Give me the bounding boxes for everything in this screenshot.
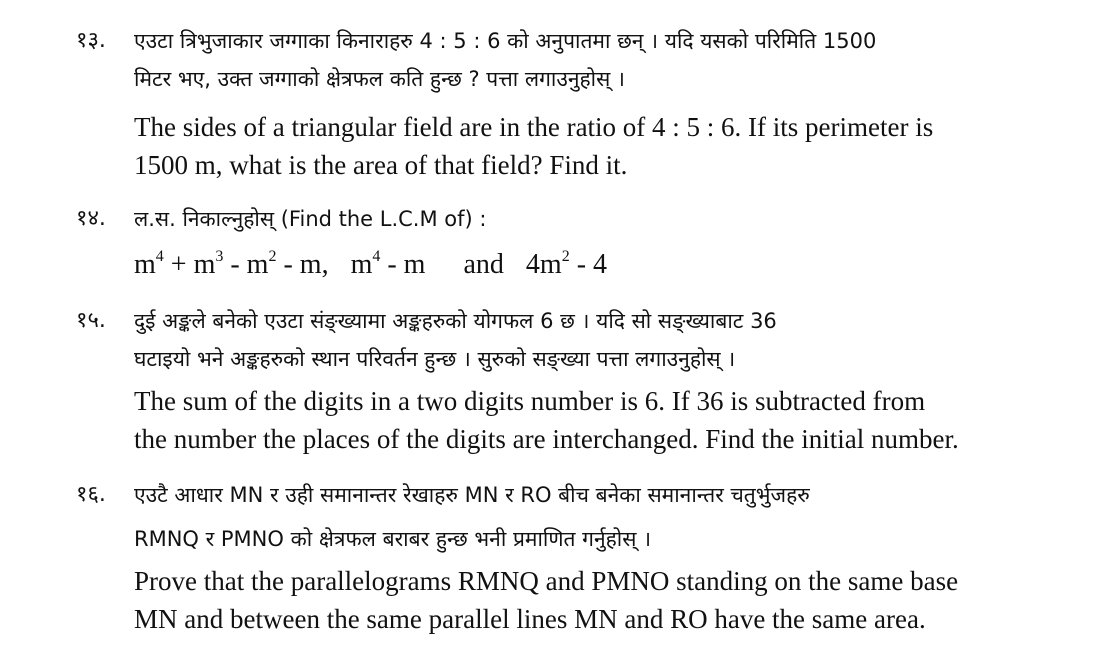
question-number: १६. <box>76 482 106 507</box>
question-number: १४. <box>76 206 106 231</box>
nepali-text-line: एउटा त्रिभुजाकार जग्गाका किनाराहरु 4 : 5 : 6 को अनुपातमा छन् । यदि यसको परिमिति 1500 <box>134 29 877 53</box>
and-word: and <box>463 249 504 280</box>
english-text-line: The sides of a triangular field are in the ratio of 4 : 5 : 6. If its perimeter is <box>134 112 934 142</box>
lcm-expressions <box>134 246 607 284</box>
english-text-line: The sum of the digits in a two digits number is 6. If 36 is subtracted from <box>134 386 926 416</box>
nepali-text-line: मिटर भए, उक्त जग्गाको क्षेत्रफल कति हुन्छ ? पत्ता लगाउनुहोस् । <box>134 67 625 91</box>
english-text-line: the number the places of the digits are interchanged. Find the initial number. <box>134 424 959 454</box>
nepali-text-line: ल.स. निकाल्नुहोस् (Find the L.C.M of) : <box>134 207 487 231</box>
expression-3: $4m^2 - 4$ <box>525 248 608 280</box>
expression-1: $m^4 + m^3 - m^2 - m$, <box>134 248 329 280</box>
nepali-text-line: दुई अङ्कले बनेको एउटा संङ्ख्यामा अङ्कहरुको योगफल 6 छ । यदि सो सङ्ख्याबाट 36 <box>134 309 777 333</box>
nepali-text-line: RMNQ र PMNO को क्षेत्रफल बराबर हुन्छ भनी प्रमाणित गर्नुहोस् । <box>134 527 652 551</box>
expression-2: $m^4$ - m <box>350 248 426 280</box>
nepali-text-line: घटाइयो भने अङ्कहरुको स्थान परिवर्तन हुन्छ । सुरुको सङ्ख्या पत्ता लगाउनुहोस् । <box>134 347 736 371</box>
question-number: १५. <box>76 308 106 333</box>
english-text-line: 1500 m, what is the area of that field? Find it. <box>134 150 628 180</box>
nepali-text-line: एउटै आधार MN र उही समानान्तर रेखाहरु MN र RO बीच बनेका समानान्तर चतुर्भुजहरु <box>134 483 810 507</box>
english-text-line: Prove that the parallelograms RMNQ and PMNO standing on the same base <box>134 566 959 596</box>
english-text-line: MN and between the same parallel lines MN and RO have the same area. <box>134 604 926 634</box>
question-number: १३. <box>76 28 106 53</box>
